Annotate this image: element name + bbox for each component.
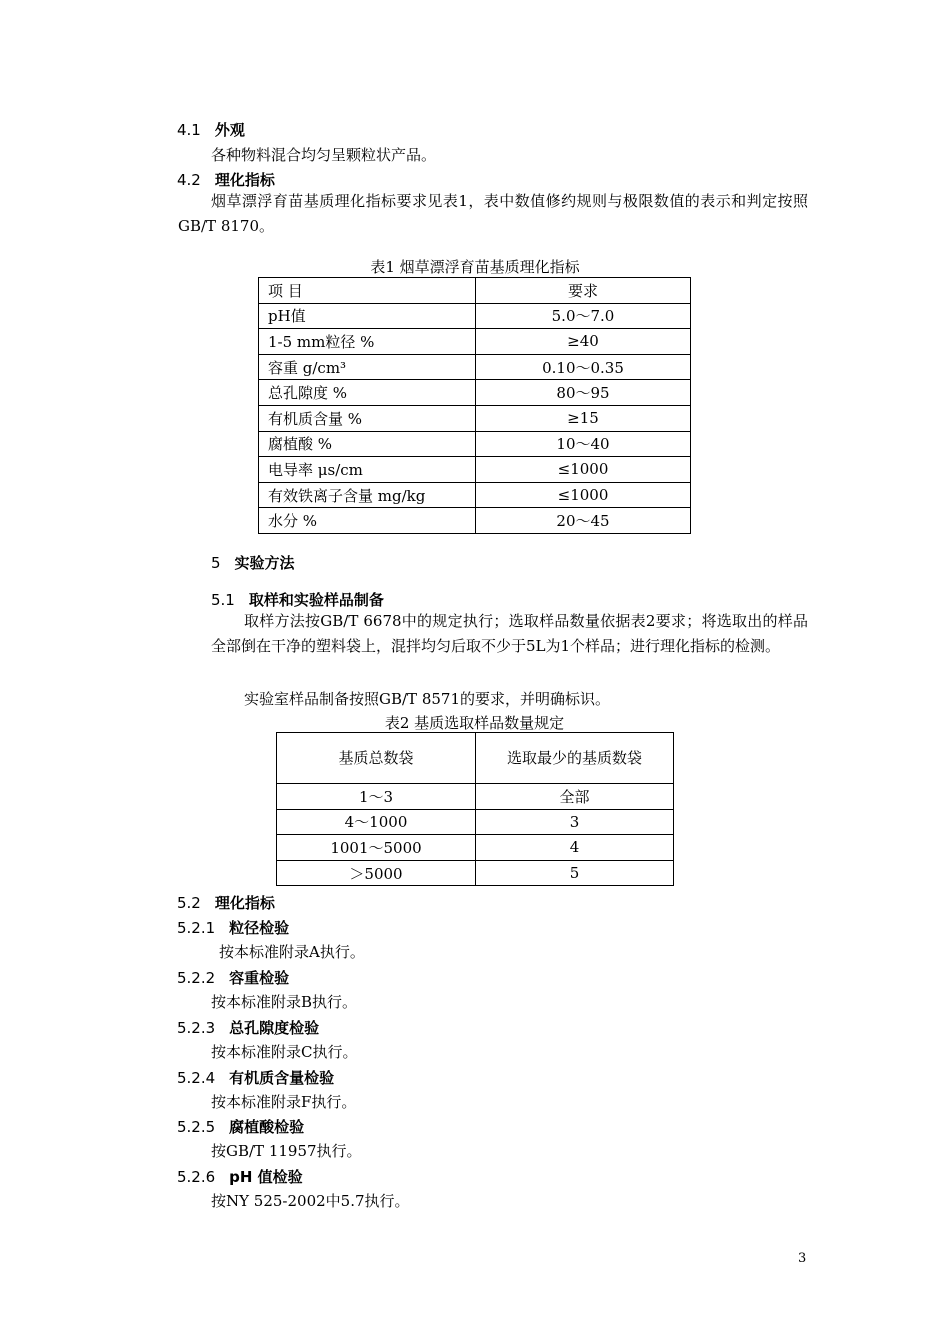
table-cell: 4: [476, 835, 674, 861]
heading-5-2-4: 5.2.4 有机质含量检验: [177, 1069, 335, 1087]
table1-caption: 表1 烟草漂浮育苗基质理化指标: [370, 258, 580, 276]
paragraph-5-2-4: 按本标准附录F执行。: [211, 1093, 357, 1111]
paragraph-4-1: 各种物料混合均匀呈颗粒状产品。: [211, 146, 437, 164]
table2: [276, 732, 674, 886]
table-row: [259, 303, 691, 329]
table-row: [277, 860, 674, 886]
heading-5-2-3: 5.2.3 总孔隙度检验: [177, 1019, 320, 1037]
table-cell: 0.10～0.35: [476, 354, 691, 380]
paragraph-5-2-2: 按本标准附录B执行。: [211, 993, 358, 1011]
table-cell: ≤1000: [476, 457, 691, 483]
table1-header-requirement: 要求: [476, 278, 691, 304]
table-cell: 4～1000: [277, 809, 476, 835]
table-cell: 有效铁离子含量 mg/kg: [259, 482, 476, 508]
heading-4-2: 4.2 理化指标: [177, 171, 275, 189]
table-cell: 有机质含量 %: [259, 405, 476, 431]
table1: [258, 277, 691, 534]
table-cell: 腐植酸 %: [259, 431, 476, 457]
table-cell: ≥40: [476, 329, 691, 355]
table-row: [277, 835, 674, 861]
paragraph-4-2: 烟草漂浮育苗基质理化指标要求见表1，表中数值修约规则与极限数值的表示和判定按照GB/T 8170。: [178, 192, 808, 235]
paragraph-5-1-preparation: 实验室样品制备按照GB/T 8571的要求，并明确标识。: [244, 690, 611, 708]
table-cell: 电导率 μs/cm: [259, 457, 476, 483]
table-cell: 1～3: [277, 784, 476, 810]
page-number: 3: [798, 1251, 807, 1266]
paragraph-5-2-5: 按GB/T 11957执行。: [211, 1142, 362, 1160]
table-cell: pH值: [259, 303, 476, 329]
table-cell: 全部: [476, 784, 674, 810]
table-row: [259, 508, 691, 534]
table-row: [277, 809, 674, 835]
table-row: [259, 354, 691, 380]
heading-5-2-5: 5.2.5 腐植酸检验: [177, 1118, 305, 1136]
table2-caption: 表2 基质选取样品数量规定: [384, 714, 565, 732]
heading-4-1: 4.1 外观: [177, 121, 245, 139]
table-cell: 80～95: [476, 380, 691, 406]
table-row: [259, 405, 691, 431]
table-row: [259, 380, 691, 406]
table-row: [259, 482, 691, 508]
table2-header-total-bags: 基质总数袋: [277, 733, 476, 784]
table-row: [277, 784, 674, 810]
table-row: [259, 457, 691, 483]
table-cell: ≤1000: [476, 482, 691, 508]
table2-header-min-bags: 选取最少的基质数袋: [476, 733, 674, 784]
table1-header-row: [259, 278, 691, 304]
table-cell: 1-5 mm粒径 %: [259, 329, 476, 355]
table-cell: 5.0～7.0: [476, 303, 691, 329]
heading-5-2-2: 5.2.2 容重检验: [177, 969, 290, 987]
table-cell: 1001～5000: [277, 835, 476, 861]
table1-header-item: 项 目: [259, 278, 476, 304]
table-cell: 5: [476, 860, 674, 886]
table-cell: 水分 %: [259, 508, 476, 534]
table-cell: 容重 g/cm³: [259, 354, 476, 380]
heading-5-2-1: 5.2.1 粒径检验: [177, 919, 290, 937]
table-cell: 总孔隙度 %: [259, 380, 476, 406]
table-cell: ≥15: [476, 405, 691, 431]
heading-5-2: 5.2 理化指标: [177, 894, 275, 912]
paragraph-5-2-6: 按NY 525-2002中5.7执行。: [211, 1192, 410, 1210]
table-cell: 20～45: [476, 508, 691, 534]
paragraph-5-2-1: 按本标准附录A执行。: [219, 943, 365, 961]
table2-header-row: [277, 733, 674, 784]
table-cell: 10～40: [476, 431, 691, 457]
heading-5-2-6: 5.2.6 pH 值检验: [177, 1168, 303, 1186]
table-cell: ＞5000: [277, 860, 476, 886]
paragraph-5-2-3: 按本标准附录C执行。: [211, 1043, 358, 1061]
table-row: [259, 431, 691, 457]
table-row: [259, 329, 691, 355]
table-cell: 3: [476, 809, 674, 835]
heading-5: 5 实验方法: [211, 554, 295, 572]
heading-5-1: 5.1 取样和实验样品制备: [211, 591, 384, 609]
paragraph-5-1-sampling: 取样方法按GB/T 6678中的规定执行；选取样品数量依据表2要求；将选取出的样品全部倒在干净的塑料袋上，混拌均匀后取不少于5L为1个样品；进行理化指标的检测。: [211, 612, 808, 655]
